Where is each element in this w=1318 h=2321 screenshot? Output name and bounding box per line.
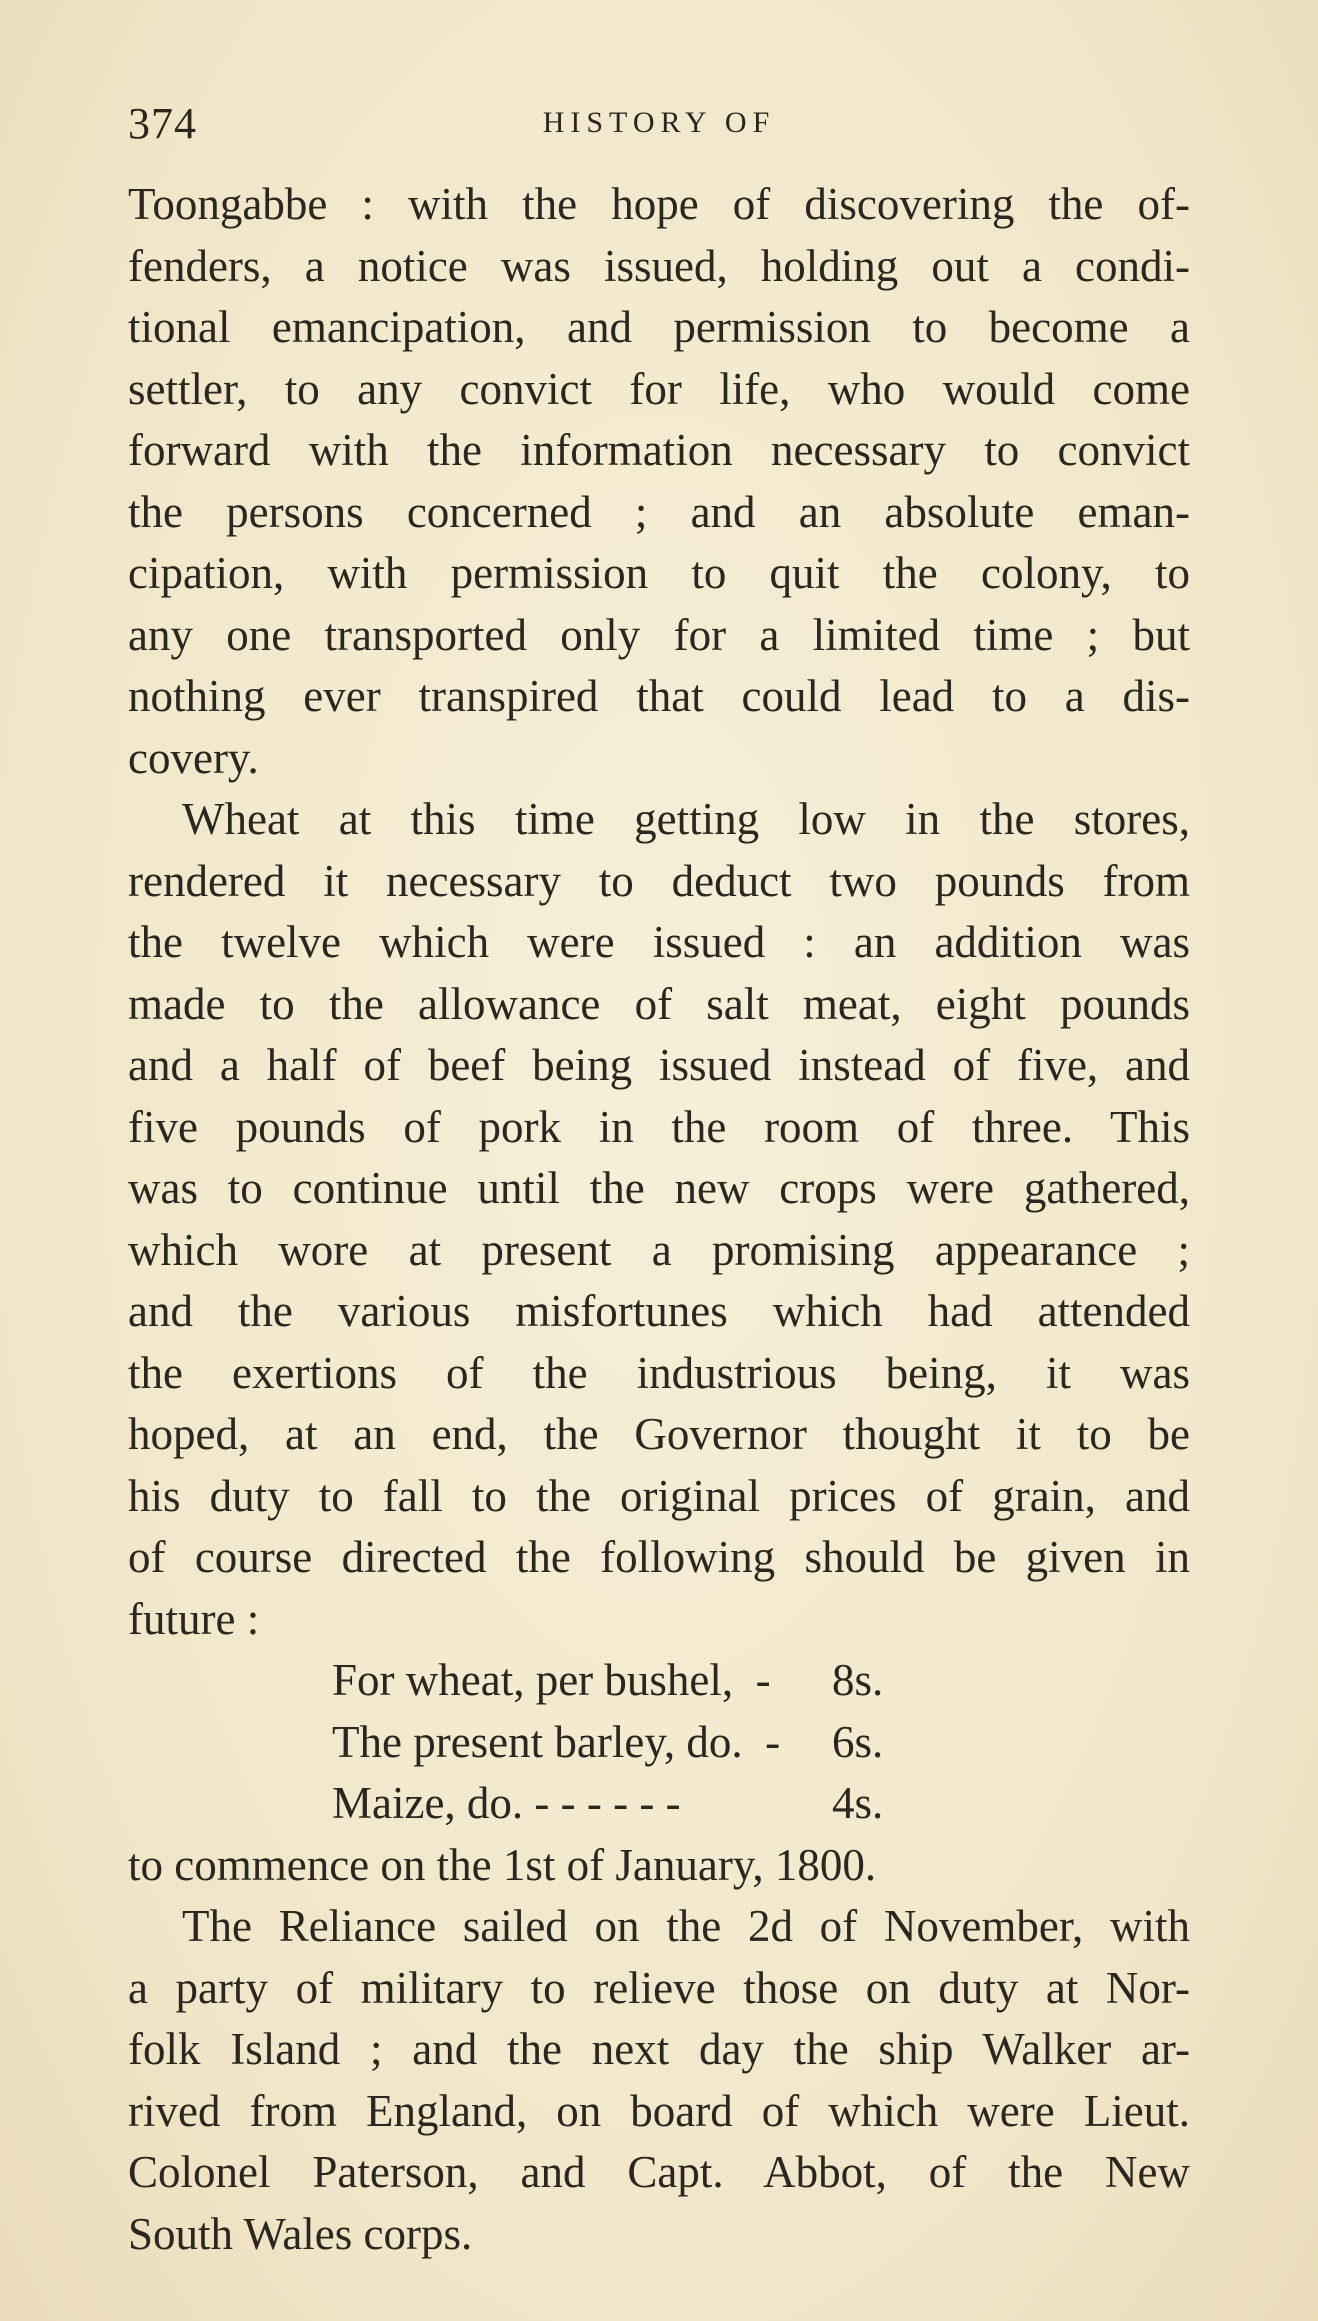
text-line: and the various misfortunes which had attended — [128, 1286, 1190, 1336]
text-line: of course directed the following should be given in — [128, 1532, 1190, 1582]
text-line: nothing ever transpired that could lead to a dis- — [128, 671, 1190, 721]
price-value: 8s. — [832, 1655, 884, 1705]
text-line: rived from England, on board of which were Lieut. — [128, 2085, 1190, 2136]
text-line: settler, to any convict for life, who would come — [128, 363, 1190, 414]
page-number: 374 — [128, 99, 197, 148]
price-row — [332, 1650, 1190, 1712]
text-line: covery. — [128, 732, 259, 783]
body-text — [128, 174, 1190, 2265]
text-line: a party of military to relieve those on duty at Nor- — [128, 1962, 1190, 2013]
running-head: HISTORY OF — [542, 106, 776, 139]
text-line: forward with the information necessary to convict — [128, 425, 1190, 475]
text-line: Wheat at this time getting low in the stores, — [182, 794, 1190, 844]
page-header — [128, 98, 1190, 158]
price-item: Maize, do. - - - - - - — [332, 1778, 681, 1828]
paragraph-2 — [128, 789, 1190, 1650]
paragraph-3 — [128, 1896, 1190, 2265]
text-line: made to the allowance of salt meat, eight pounds — [128, 978, 1190, 1029]
text-line: hoped, at an end, the Governor thought it to be — [128, 1409, 1190, 1459]
price-row — [332, 1712, 1190, 1774]
after-table-line — [128, 1835, 1190, 1897]
text-line: the persons concerned ; and an absolute eman- — [128, 486, 1190, 537]
paragraph-1 — [128, 174, 1190, 789]
text-line: future : — [128, 1593, 260, 1644]
text-line: the twelve which were issued : an addition was — [128, 917, 1190, 967]
text-line: was to continue until the new crops were gathered, — [128, 1163, 1190, 1213]
price-table — [128, 1650, 1190, 1835]
price-value: 4s. — [832, 1778, 884, 1828]
text-line: tional emancipation, and permission to become a — [128, 302, 1190, 352]
price-value: 6s. — [832, 1716, 884, 1767]
text-line: rendered it necessary to deduct two pounds from — [128, 855, 1190, 906]
text-line: fenders, a notice was issued, holding out a condi- — [128, 240, 1190, 291]
text-line: his duty to fall to the original prices of grain, and — [128, 1470, 1190, 1521]
text-line: the exertions of the industrious being, it was — [128, 1347, 1190, 1398]
text-line: South Wales corps. — [128, 2208, 473, 2259]
text-line: folk Island ; and the next day the ship Walker ar- — [128, 2024, 1190, 2074]
text-line: to commence on the 1st of January, 1800. — [128, 1839, 877, 1890]
text-line: which wore at present a promising appearance ; — [128, 1224, 1190, 1275]
text-line: Toongabbe : with the hope of discovering the of- — [128, 179, 1190, 229]
price-item: For wheat, per bushel, - — [332, 1655, 771, 1705]
text-line: and a half of beef being issued instead of five, and — [128, 1040, 1190, 1090]
text-line: five pounds of pork in the room of three. This — [128, 1101, 1190, 1152]
text-line: Colonel Paterson, and Capt. Abbot, of the New — [128, 2147, 1190, 2197]
text-line: any one transported only for a limited time ; but — [128, 609, 1190, 660]
text-line: The Reliance sailed on the 2d of November, with — [182, 1901, 1190, 1951]
price-row — [332, 1773, 1190, 1835]
text-line: cipation, with permission to quit the colony, to — [128, 548, 1190, 598]
price-item: The present barley, do. - — [332, 1716, 781, 1767]
